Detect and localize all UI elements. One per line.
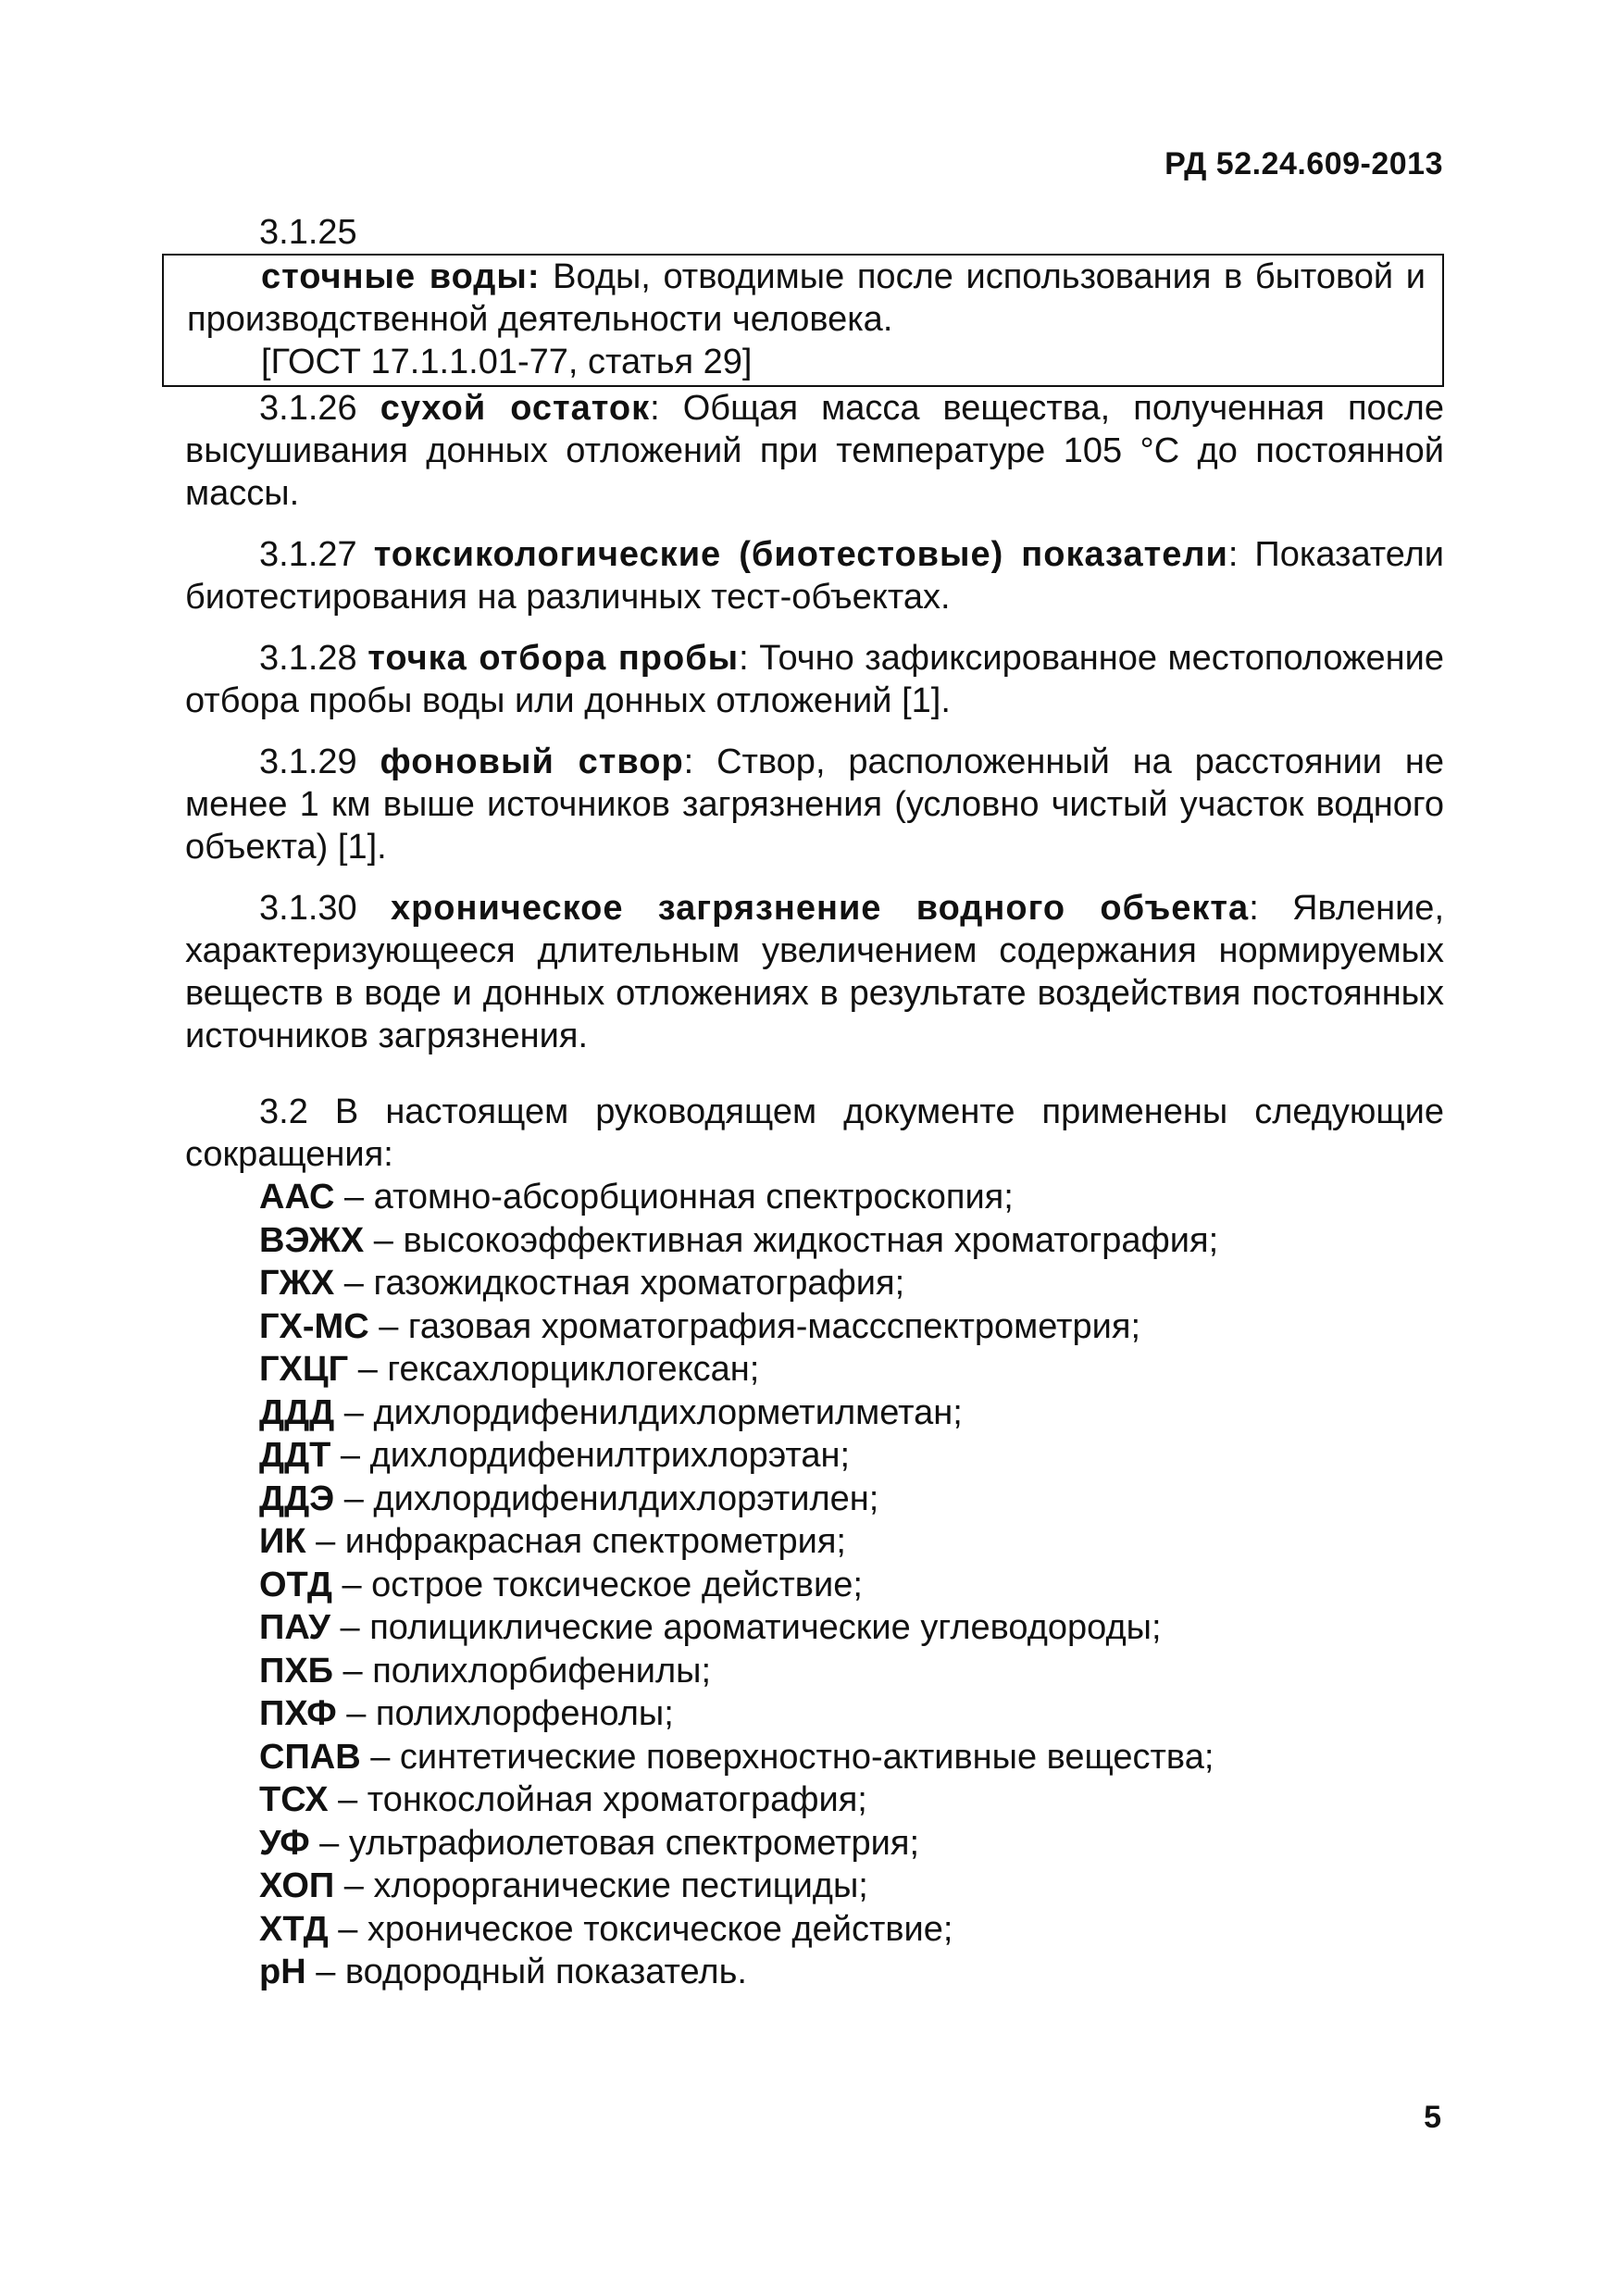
abbreviation: УФ [259,1823,310,1863]
abbreviation-item [259,1822,1444,1866]
abbreviation-description: – атомно-абсорбционная спектроскопия; [334,1178,1014,1217]
abbreviation-item [259,1778,1444,1822]
definition-text: : Показатели биотестирования на различных тест-объектах. [185,535,1444,617]
abbreviation: ДДД [259,1392,335,1432]
abbreviation: ТСХ [259,1780,329,1819]
definition-text: Воды, отводимые после использования в бытовой и производственной деятельности человека. [187,257,1426,339]
abbreviation-description: – острое токсическое действие; [331,1565,863,1604]
definition-paragraph [185,533,1444,618]
abbreviation: ДДТ [259,1436,331,1475]
page-content [185,211,1444,1994]
abbreviation-item [259,1650,1444,1693]
spacer [185,1057,1444,1091]
page-number: 5 [1424,2100,1441,2135]
definition-paragraph [187,256,1442,341]
abbreviation: СПАВ [259,1737,361,1777]
abbreviation-item [259,1434,1444,1478]
abbreviation-description: – полихлорфенолы; [336,1694,674,1733]
abbreviations-intro: 3.2 В настоящем руководящем документе применены следующие сокращения: [185,1092,1444,1174]
abbreviation-item [259,1176,1444,1219]
definition-number: 3.1.28 [259,639,368,678]
abbreviation-item [259,1736,1444,1779]
abbreviations-list [185,1176,1444,1994]
abbreviation: ГХЦГ [259,1350,349,1389]
abbreviation-item [259,1305,1444,1349]
definition-term: хроническое загрязнение водного объекта [390,889,1250,928]
abbreviation-description: – ультрафиолетовая спектрометрия; [309,1823,920,1863]
definition-source: [ГОСТ 17.1.1.01-77, статья 29] [261,343,753,381]
abbreviation-description: – гексахлорциклогексан; [348,1350,760,1389]
definition-number: 3.1.27 [259,535,374,574]
abbreviation: ГЖХ [259,1264,335,1303]
spacer [185,722,1444,741]
definition-paragraph [185,741,1444,868]
spacer [185,868,1444,887]
abbreviation-description: – хлорорганические пестициды; [334,1866,868,1905]
abbreviation-item [259,1520,1444,1564]
abbreviation-description: – газовая хроматография-массспектрометрия; [368,1306,1141,1346]
abbreviation-description: – высокоэффективная жидкостная хроматография; [364,1220,1219,1260]
abbreviation: ДДЭ [259,1479,335,1518]
definition-term: токсикологические (биотестовые) показатели [373,535,1228,574]
abbreviation-item [259,1391,1444,1435]
abbreviation: ВЭЖХ [259,1220,365,1260]
abbreviation: ГХ-МС [259,1306,369,1346]
definition-number: 3.1.30 [259,889,391,928]
definition-paragraph [185,887,1444,1057]
definition-paragraph [185,387,1444,515]
abbreviation-description: – синтетические поверхностно-активные вещества; [360,1737,1214,1777]
abbreviation-description: – хроническое токсическое действие; [328,1909,953,1949]
abbreviation: ХОП [259,1866,335,1905]
abbreviation-description: – дихлордифенилдихлорметилметан; [334,1392,963,1432]
abbreviation-item [259,1564,1444,1607]
abbreviation: ХТД [259,1909,329,1949]
abbreviation-description: – водородный показатель. [305,1953,747,1991]
abbreviation: рН [259,1953,306,1991]
definition-text: : Явление, характеризующееся длительным увеличением содержания нормируемых веществ в воде и донных отложениях в результате воздействия постоянных источников загрязнения. [185,889,1444,1055]
abbreviation-item [259,1908,1444,1952]
abbreviation-item [259,1348,1444,1391]
definition-term: сухой остаток [380,389,651,428]
boxed-definition [162,254,1444,387]
abbreviation-description: – дихлордифенилтрихлорэтан; [330,1436,851,1475]
abbreviation-description: – тонкослойная хроматография; [328,1780,867,1819]
abbreviation-description: – полихлорбифенилы; [332,1651,712,1691]
abbreviation-item [259,1219,1444,1263]
definition-paragraph [185,637,1444,722]
abbreviation-description: – газожидкостная хроматография; [334,1264,905,1303]
definition-term: точка отбора пробы [367,639,740,678]
abbreviation-description: – полициклические ароматические углеводороды; [330,1608,1162,1647]
definition-number: 3.1.25 [259,213,357,252]
abbreviation-item [259,1951,1444,1994]
abbreviation-description: – дихлордифенилдихлорэтилен; [334,1479,879,1518]
abbreviation: ОТД [259,1565,332,1604]
definition-text: : Общая масса вещества, полученная после высушивания донных отложений при температуре 105 °С до постоянной массы. [185,389,1444,513]
abbreviation: ПАУ [259,1608,330,1647]
abbreviation-item [259,1692,1444,1736]
abbreviation: ИК [259,1522,306,1561]
spacer [185,515,1444,533]
definition-term: сточные воды: [261,257,541,296]
definition-term: фоновый створ [380,742,684,781]
definition-number: 3.1.26 [259,389,380,428]
abbreviation-item [259,1478,1444,1521]
abbreviation-description: – инфракрасная спектрометрия; [305,1522,846,1561]
abbreviation: ПХФ [259,1694,337,1733]
abbreviation-item [259,1262,1444,1305]
definition-number: 3.1.29 [259,742,380,781]
document-code: РД 52.24.609-2013 [1164,146,1443,181]
definition-text: : Точно зафиксированное местоположение отбора пробы воды или донных отложений [1]. [185,639,1444,720]
definition-text: : Створ, расположенный на расстоянии не менее 1 км выше источников загрязнения (условно чистый участок водного объекта) [1]. [185,742,1444,867]
abbreviation: ПХБ [259,1651,333,1691]
abbreviation-item [259,1606,1444,1650]
abbreviation-item [259,1865,1444,1908]
spacer [185,618,1444,637]
abbreviation: ААС [259,1178,335,1217]
